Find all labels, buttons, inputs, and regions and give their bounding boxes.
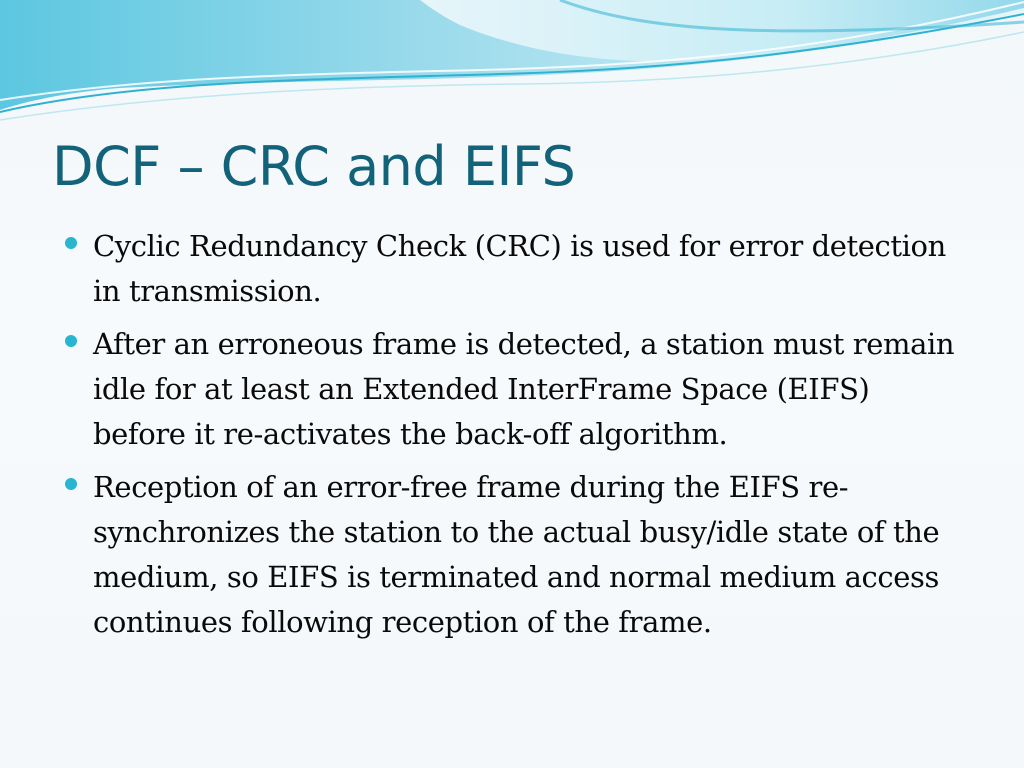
bullet-dot-icon [65, 237, 77, 249]
slide-title: DCF – CRC and EIFS [52, 135, 576, 198]
bullet-list [62, 224, 962, 653]
bullet-dot-icon [65, 335, 77, 347]
bullet-item [62, 322, 962, 457]
bullet-text: After an erroneous frame is detected, a station must remain idle for at least an Extended InterFrame Space (EIFS) before it re-activates the back-off algorithm. [93, 327, 955, 451]
bullet-dot-icon [65, 478, 77, 490]
bullet-item [62, 465, 962, 645]
bullet-text: Cyclic Redundancy Check (CRC) is used for error detection in transmission. [93, 229, 946, 308]
bullet-item [62, 224, 962, 314]
bullet-text: Reception of an error-free frame during the EIFS re-synchronizes the station to the actual busy/idle state of the medium, so EIFS is terminated and normal medium access continues following reception of the frame. [93, 470, 940, 639]
header-wave-decoration [0, 0, 1024, 130]
